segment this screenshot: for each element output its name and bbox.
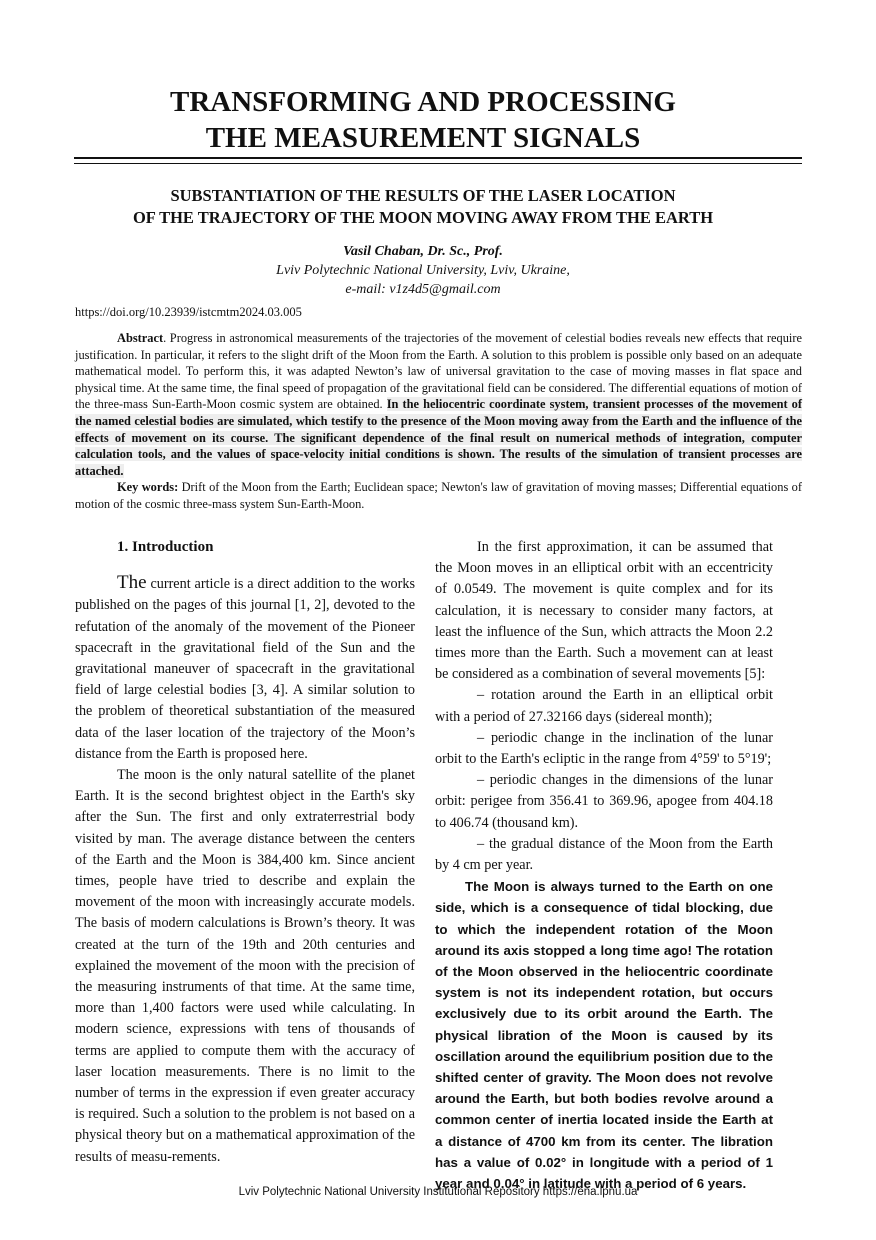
article-title-line1: SUBSTANTIATION OF THE RESULTS OF THE LASER LOCATION xyxy=(170,186,676,205)
abstract-label: Abstract xyxy=(117,331,164,345)
drop-word: The xyxy=(117,572,147,594)
abstract-text: . Progress in astronomical measurements of the trajectories of the movement of celestial bodies reveals new effects that require justification. In particular, it refers to the slight drift of the Moon from the Earth. A solution to this problem is possible only based on an adequate mathematical model. To perform this, it was adapted Newton’s law of universal gravitation to the case of moving masses in flat space and physical time. At the same time, the final speed of propagation of the gravitational field can be considered. The differential equations of motion of the three-mass Sun-Earth-Moon cosmic system are obtained. xyxy=(75,331,802,412)
divider-thin xyxy=(74,163,802,164)
abstract xyxy=(75,330,802,513)
keywords-label: Key words: xyxy=(117,480,179,495)
doi-link[interactable]: https://doi.org/10.23939/istcmtm2024.03.005 xyxy=(75,305,302,319)
left-column xyxy=(75,537,415,1168)
section-title-line2: THE MEASUREMENT SIGNALS xyxy=(205,122,641,154)
article-title xyxy=(0,185,846,229)
intro-paragraph-2: The moon is the only natural satellite of the planet Earth. It is the second brightest object in the Earth's sky after the Sun. The first and only extraterrestrial body visited by man. The average distance between the centers of the Earth and the Moon is 384,400 km. Since ancient times, people have tried to describe and explain the movement of the moon with increasingly accurate models. The basis of modern calculations is Brown’s theory. It was created at the turn of the 19th and 20th centuries and explained the movement of the moon with the precision of the measuring instruments of that time. At the same time, more than 1,400 factors were used while calculating. In modern science, expressions with tens of thousands of terms are applied to compute them with the accuracy of laser location measurements. There is no limit to the number of terms in the expression if even greater accuracy is required. Such a solution to the problem is not based on a physical theory but on a mathematical approximation of the results of measu-rements. xyxy=(75,767,415,1165)
intro-paragraph-3: In the first approximation, it can be assumed that the Moon moves in an elliptical orbit with an eccentricity of 0.0549. The movement is quite complex and for its calculation, it is necessary to consider many factors, at least the influence of the Sun, which attracts the Moon 2.2 times more than the Earth. Such a movement can at least be considered as a combination of several movements [5]: xyxy=(435,539,773,683)
journal-section-title xyxy=(0,84,846,156)
keywords-text: Drift of the Moon from the Earth; Euclidean space; Newton's law of gravitation of moving masses; Differential equations of motion of the cosmic three-mass system Sun-Earth-Moon. xyxy=(75,480,802,511)
section-title-line1: TRANSFORMING AND PROCESSING xyxy=(170,86,676,118)
author-affiliation: Lviv Polytechnic National University, Lviv, Ukraine, xyxy=(276,263,570,278)
article-title-line2: OF THE TRAJECTORY OF THE MOON MOVING AWAY FROM THE EARTH xyxy=(132,208,714,227)
section-heading: 1. Introduction xyxy=(117,539,214,555)
right-column xyxy=(435,537,773,1194)
author-name: Vasil Chaban, Dr. Sc., Prof. xyxy=(343,244,503,259)
abstract-highlighted-text: In the heliocentric coordinate system, transient processes of the movement of the named celestial bodies are simulated, which testify to the presence of the Moon moving away from the Earth and the influence of the effects of movement on its course. The significant dependence of the final result on numerical methods of integration, computer calculation tools, and the values of space-velocity initial conditions is shown. The results of the simulation of transient processes are attached. xyxy=(75,397,802,478)
author-email: e-mail: v1z4d5@gmail.com xyxy=(345,282,501,297)
author-block xyxy=(0,242,846,299)
intro-paragraph-1 xyxy=(75,572,415,765)
divider-thick xyxy=(74,157,802,159)
repository-footer: Lviv Polytechnic National University Institutional Repository https://ena.lpnu.ua xyxy=(238,1186,638,1198)
list-item: – periodic changes in the dimensions of the lunar orbit: perigee from 356.41 to 369.96, apogee from 404.18 to 406.74 (thousand km). xyxy=(435,772,773,831)
list-item: – the gradual distance of the Moon from the Earth by 4 cm per year. xyxy=(435,835,773,874)
list-item: – periodic change in the inclination of the lunar orbit to the Earth's ecliptic in the range from 4°59' to 5°19'; xyxy=(435,729,773,768)
intro-paragraph-4: The Moon is always turned to the Earth on one side, which is a consequence of tidal blocking, due to which the independent rotation of the Moon around its axis stopped a long time ago! The rotation of the Moon observed in the heliocentric coordinate system is not its independent rotation, but occurs exclusively due to its orbit around the Earth. The physical libration of the Moon is caused by its oscillation around the equilibrium position due to the shifted center of gravity. The Moon does not revolve around the Earth, but both bodies revolve around a common center of inertia located inside the Earth at a distance of 4700 km from its center. The libration has a value of 0.02° in longitude with a period of 1 year and 0.04° in latitude with a period of 6 years. xyxy=(435,879,773,1192)
paragraph-text: current article is a direct addition to the works published on the pages of this journal [1, 2], devoted to the refutation of the anomaly of the movement of the Pioneer spacecraft in the gravitational field of the Sun and the gravitational maneuver of spacecraft in the gravitational field of large celestial bodies [3, 4]. A similar solution to the problem of theoretical substantiation of the measured data of the laser location of the trajectory of the Moon’s distance from the Earth is proposed here. xyxy=(75,576,415,762)
list-item: – rotation around the Earth in an elliptical orbit with a period of 27.32166 days (sidereal month); xyxy=(435,687,773,725)
